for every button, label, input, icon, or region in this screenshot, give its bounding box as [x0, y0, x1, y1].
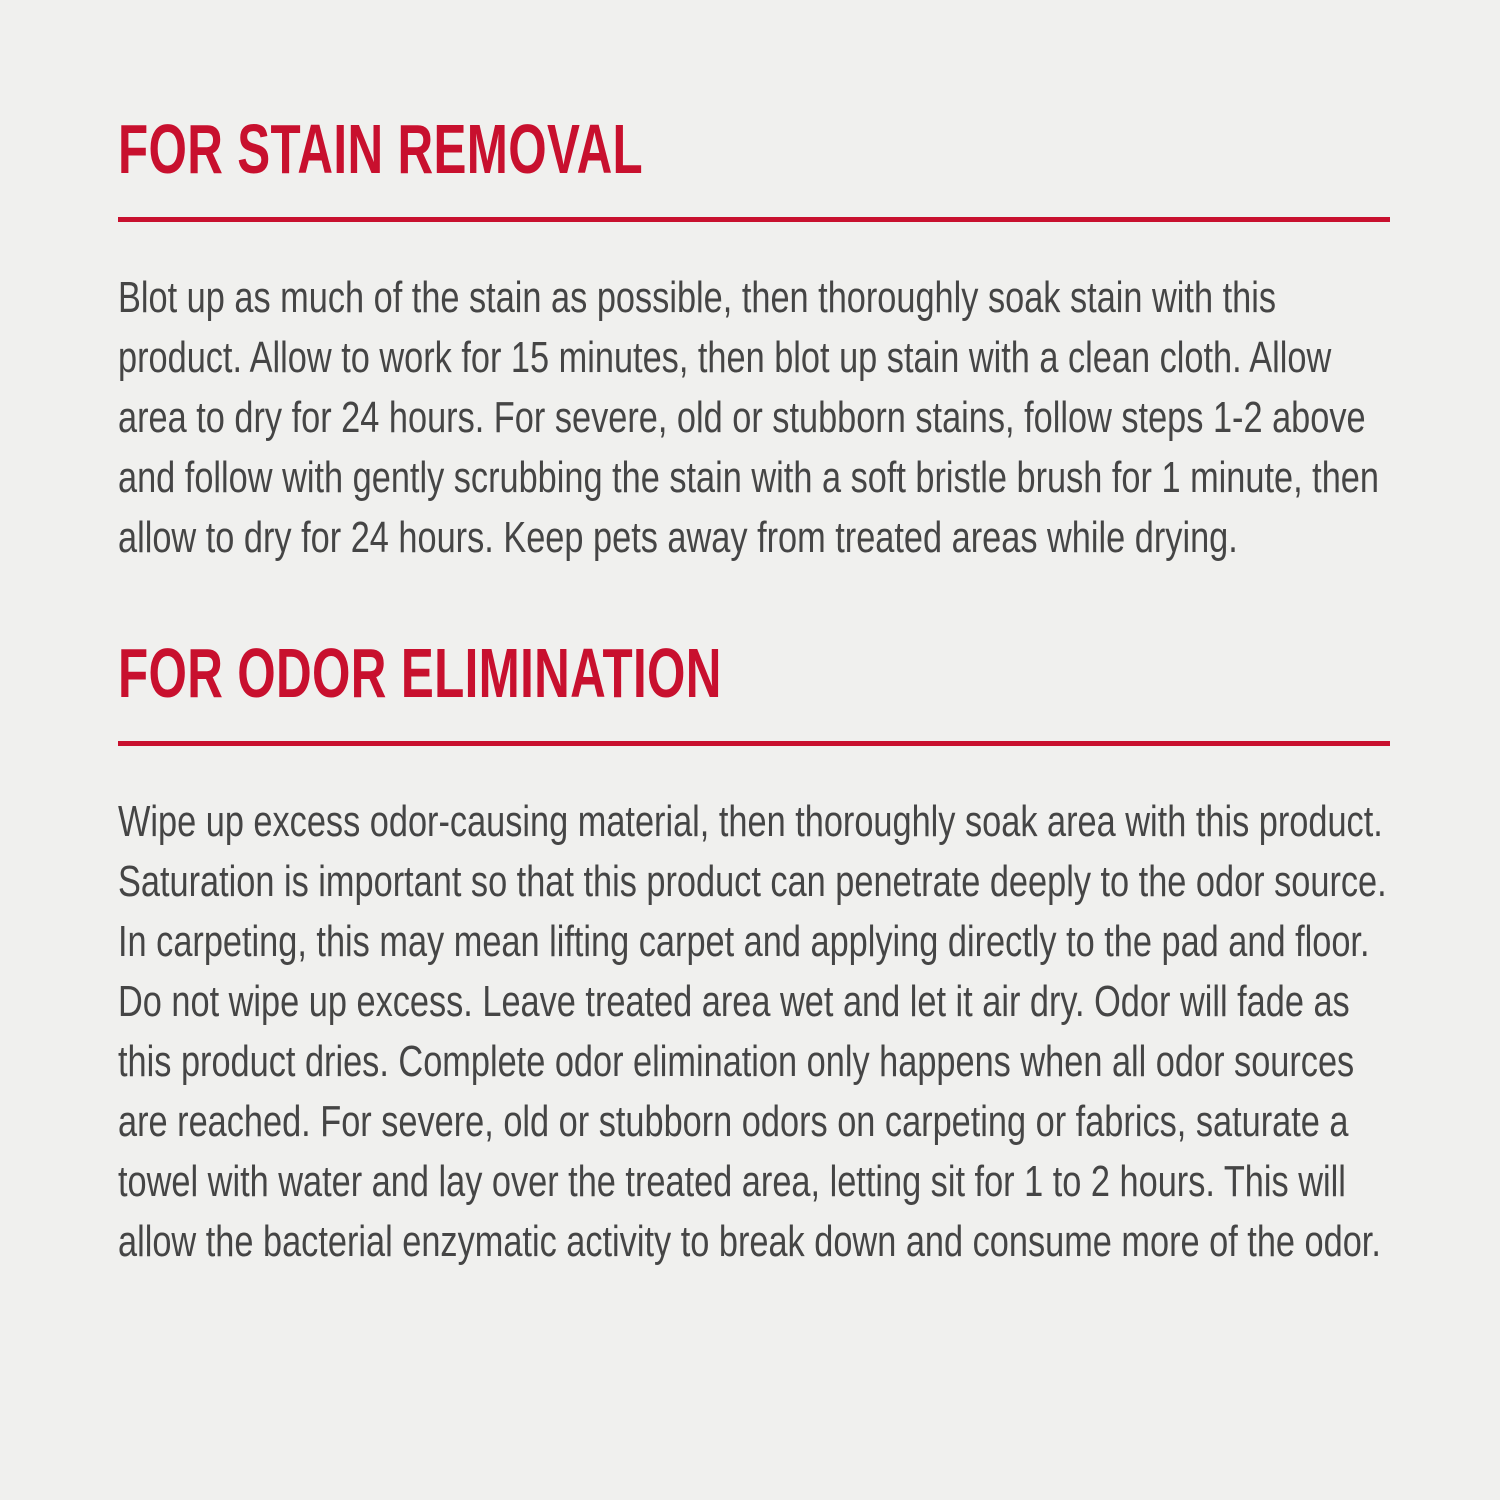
stain-removal-instructions: Blot up as much of the stain as possible, then thoroughly soak stain with this product. Allow to work for 15 minutes, then blot up stain with a clean cloth. Allow area to dry for 24 hours. For severe, old or stubborn stains, follow steps 1-2 above and follow with gently scrubbing the stain with a soft bristle brush for 1 minute, then allow to dry for 24 hours. Keep pets away from treated areas while drying.	[118, 273, 1379, 562]
odor-elimination-section	[118, 634, 1500, 1272]
odor-elimination-heading: FOR ODOR ELIMINATION	[118, 634, 722, 712]
stain-removal-heading: FOR STAIN REMOVAL	[118, 110, 644, 188]
odor-elimination-instructions: Wipe up excess odor-causing material, then thoroughly soak area with this product. Saturation is important so that this product can penetrate deeply to the odor source. In carpeting, this may mean lifting carpet and applying directly to the pad and floor. Do not wipe up excess. Leave treated area wet and let it air dry. Odor will fade as this product dries. Complete odor elimination only happens when all odor sources are reached. For severe, old or stubborn odors on carpeting or fabrics, saturate a towel with water and lay over the treated area, letting sit for 1 to 2 hours. This will allow the bacterial enzymatic activity to break down and consume more of the odor.	[118, 797, 1387, 1266]
section-divider-rule	[118, 217, 1390, 222]
section-divider-rule	[118, 741, 1390, 746]
stain-removal-section	[118, 110, 1500, 568]
